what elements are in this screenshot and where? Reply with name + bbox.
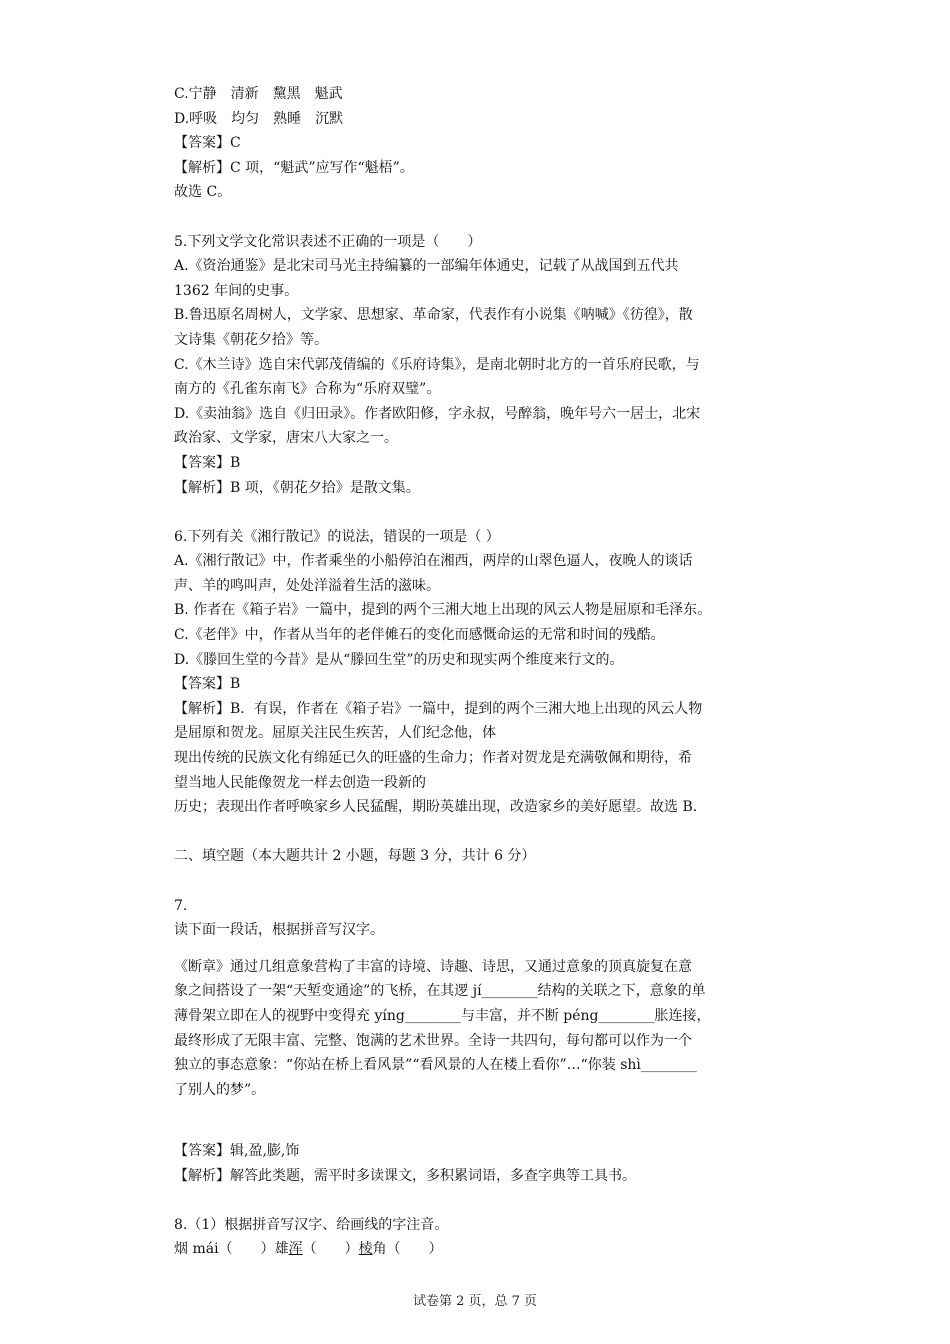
q7-passage-cont-1: 象之间搭设了一架“天堑变通途”的飞桥，在其逻 jí________结构的关联之下，意象的单 xyxy=(174,983,706,1000)
section-heading: 二、填空题（本大题共计 2 小题，每题 3 分，共计 6 分） xyxy=(174,848,536,865)
q5-option-a-cont: 1362 年间的史事。 xyxy=(174,282,299,299)
document-body xyxy=(174,82,824,1262)
q4-analysis: 【解析】C 项，“魁武”应写作“魁梧”。 xyxy=(174,159,414,176)
q7-passage-cont-5: 了别人的梦”。 xyxy=(174,1081,266,1098)
q8-item-3-underlined: 棱 xyxy=(358,1241,373,1258)
q4-conclusion: 故选 C。 xyxy=(174,184,232,201)
q7-instruction: 读下面一段话，根据拼音写汉字。 xyxy=(174,922,384,939)
q6-analysis-cont-1: 是屈原和贺龙。屈原关注民生疾苦，人们纪念他，体 xyxy=(174,725,496,742)
q5-option-c: C.《木兰诗》选自宋代郭茂倩编的《乐府诗集》，是南北朝时北方的一首乐府民歌，与 xyxy=(174,356,700,373)
q8-item-3-suffix: 角（ ） xyxy=(372,1241,443,1258)
q4-answer: 【答案】C xyxy=(174,135,241,152)
q6-analysis-cont-2: 现出传统的民族文化有绵延已久的旺盛的生命力；作者对贺龙是充满敬佩和期待，希 xyxy=(174,750,692,767)
q6-option-a: A.《湘行散记》中，作者乘坐的小船停泊在湘西，两岸的山翠色逼人，夜晚人的谈话 xyxy=(174,553,693,570)
q5-option-c-cont: 南方的《孔雀东南飞》合称为“乐府双璧”。 xyxy=(174,381,441,398)
q8-item-1: 烟 mái（ ） xyxy=(174,1241,275,1258)
q6-question: 6.下列有关《湘行散记》的说法，错误的一项是（ ） xyxy=(174,528,500,545)
q7-passage: 《断章》通过几组意象营构了丰富的诗境、诗趣、诗思，又通过意象的顶真旋复在意 xyxy=(174,958,692,975)
q5-option-d: D.《卖油翁》选自《归田录》。作者欧阳修，字永叔，号醉翁，晚年号六一居士，北宋 xyxy=(174,405,701,422)
q6-answer: 【答案】B xyxy=(174,676,241,693)
q5-option-d-cont: 政治家、文学家，唐宋八大家之一。 xyxy=(174,430,398,447)
q6-option-b: B. 作者在《箱子岩》一篇中，提到的两个三湘大地上出现的风云人物是屈原和毛泽东。 xyxy=(174,602,712,619)
q5-option-a: A.《资治通鉴》是北宋司马光主持编纂的一部编年体通史，记载了从战国到五代共 xyxy=(174,258,679,275)
q6-analysis: 【解析】B．有误，作者在《箱子岩》一篇中，提到的两个三湘大地上出现的风云人物 xyxy=(174,700,703,717)
q6-option-a-cont: 声、羊的鸣叫声，处处洋溢着生活的滋味。 xyxy=(174,577,440,594)
q6-option-c: C.《老伴》中，作者从当年的老伴傩石的变化而感慨命运的无常和时间的残酷。 xyxy=(174,627,665,644)
page-footer: 试卷第 2 页，总 7 页 xyxy=(412,1294,538,1309)
q7-number: 7. xyxy=(174,897,188,914)
q8-item-2-underlined: 浑 xyxy=(288,1241,303,1258)
q7-answer: 【答案】辑,盈,膨,饰 xyxy=(174,1142,300,1159)
q6-analysis-cont-4: 历史；表现出作者呼唤家乡人民猛醒，期盼英雄出现，改造家乡的美好愿望。故选 B. xyxy=(174,799,698,816)
q7-passage-cont-4: 独立的事态意象：“你站在桥上看风景”“看风景的人在楼上看你”…“你装 shì________ xyxy=(174,1057,697,1074)
q8-question: 8.（1）根据拼音写汉字、给画线的字注音。 xyxy=(174,1216,449,1233)
q5-option-b-cont: 文诗集《朝花夕拾》等。 xyxy=(174,331,328,348)
q5-analysis: 【解析】B 项，《朝花夕拾》是散文集。 xyxy=(174,479,420,496)
q5-answer: 【答案】B xyxy=(174,454,241,471)
q4-option-c: C.宁静 清新 黧黑 魁武 xyxy=(174,86,343,102)
q7-passage-cont-2: 薄骨架立即在人的视野中变得充 yíng________与丰富，并不断 péng________胀连接， xyxy=(174,1007,711,1024)
q7-passage-cont-3: 最终形成了无限丰富、完整、饱满的艺术世界。全诗一共四句，每句都可以作为一个 xyxy=(174,1032,692,1049)
q6-analysis-cont-3: 望当地人民能像贺龙一样去创造一段新的 xyxy=(174,774,426,791)
q5-question: 5.下列文学文化常识表述不正确的一项是（ ） xyxy=(174,233,482,250)
q4-option-d: D.呼吸 均匀 熟睡 沉默 xyxy=(174,110,344,127)
q7-analysis: 【解析】解答此类题，需平时多读课文，多积累词语，多查字典等工具书。 xyxy=(174,1167,636,1184)
q8-item-2-suffix: （ ） xyxy=(302,1241,359,1258)
q8-item-2-prefix: 雄 xyxy=(274,1241,289,1258)
q6-option-d: D.《滕回生堂的今昔》是从“滕回生堂”的历史和现实两个维度来行文的。 xyxy=(174,651,624,668)
q5-option-b: B.鲁迅原名周树人，文学家、思想家、革命家，代表作有小说集《呐喊》《彷徨》，散 xyxy=(174,307,693,324)
q8-items xyxy=(174,1237,824,1262)
